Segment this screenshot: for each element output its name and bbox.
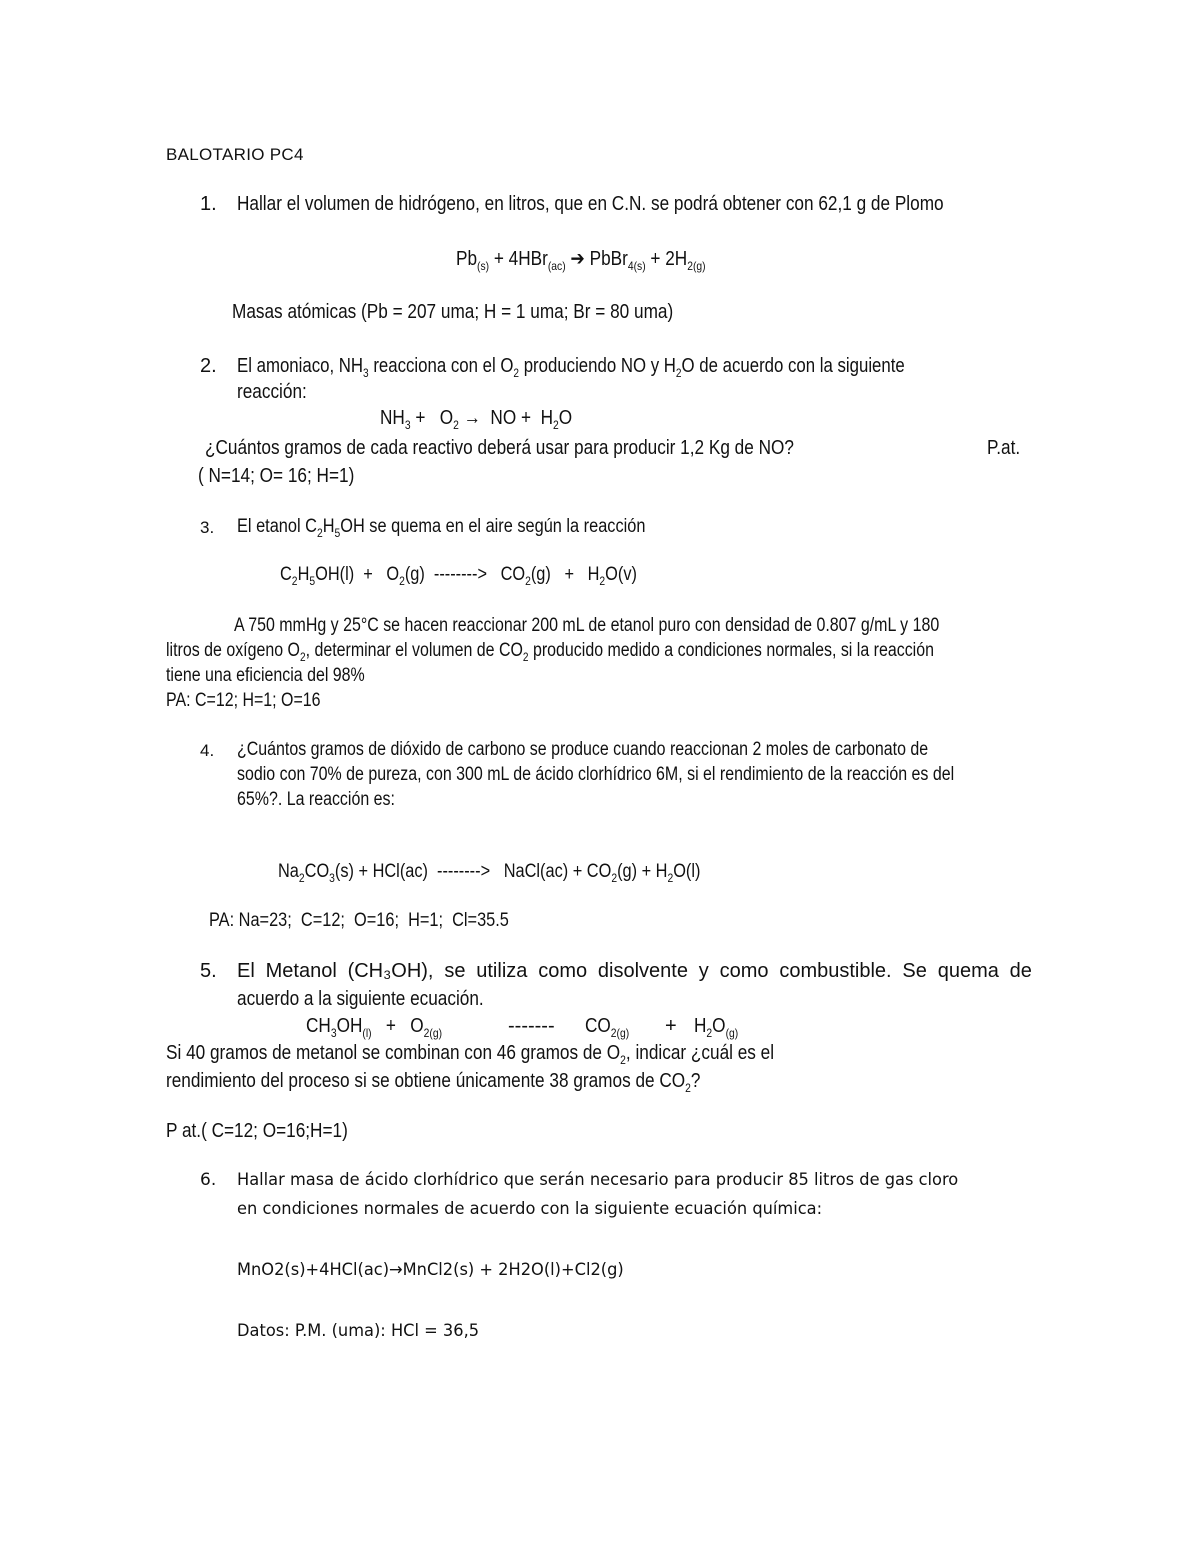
question-3-text: El etanol $C_2H_5OH$ se quema en el aire según la reacción [237,516,646,540]
question-4-equation: $Na_2CO_3(s) + HCl(ac)$ --------> NaCl(ac) + $CO_2(g) + H_2O(l)$ [278,861,701,885]
question-5-pat: P at.( C=12; O=16;H=1) [166,1120,348,1142]
question-2-line-2: reacción: [237,381,307,403]
question-3-paragraph-line-2: litros de oxígeno $O_2$, determinar el volumen de $CO_2$ producido medido a condiciones normales, si la reacción [166,640,934,664]
question-5-paragraph-line-2: rendimiento del proceso si se obtiene únicamente 38 gramos de $CO_2$? [166,1070,701,1095]
question-5-equation-left: $CH_3OH_{(l)} + O_{2(g)}$ [306,1015,443,1040]
question-3-equation: $C_2H_5OH(l) + O_2(g)$ --------> $CO_2(g) + H_2O(v)$ [280,564,637,588]
question-3-paragraph-line-1: A 750 mmHg y 25°C se hacen reaccionar 200 mL de etanol puro con densidad de 0.807 g/mL y 180 [234,615,940,636]
question-3-pa: PA: C=12; H=1; O=16 [166,690,321,711]
reaction-arrow-icon: ➔ [565,248,590,270]
question-5-equation-dash: ------- [508,1015,555,1037]
question-1-atomic-masses: Masas atómicas (Pb = 207 uma; H = 1 uma; Br = 80 uma) [232,301,674,323]
question-4-line-1: ¿Cuántos gramos de dióxido de carbono se produce cuando reaccionan 2 moles de carbonato de [237,739,929,760]
document-title: BALOTARIO PC4 [166,145,304,164]
question-2-equation: $NH_3 + O_2$ → NO + $H_2O$ [380,407,573,432]
question-4-pa: PA: Na=23; C=12; O=16; H=1; Cl=35.5 [209,910,509,931]
question-2-pat-label: P.at. [987,437,1021,459]
question-5-line-1: El Metanol (CH₃OH), se utiliza como disolvente y como combustible. Se quema de [237,960,1032,982]
question-6-line-2: en condiciones normales de acuerdo con la siguiente ecuación química: [237,1199,823,1219]
question-5-line-2: acuerdo a la siguiente ecuación. [237,988,484,1010]
question-1-text: Hallar el volumen de hidrógeno, en litros, que en C.N. se podrá obtener con 62,1 g de Plomo [237,193,944,215]
question-3-paragraph-line-3: tiene una eficiencia del 98% [166,665,365,686]
question-number-6: 6. [200,1170,217,1190]
question-6-equation: MnO2(s)+4HCl(ac)→MnCl2(s) + 2H2O(l)+Cl2(g) [237,1260,624,1280]
question-4-line-3: 65%?. La reacción es: [237,789,395,810]
question-number-4: 4. [200,741,215,760]
question-1-equation: $Pb_{(s)} + 4HBr_{(ac)}$ ➔ PbBr$_{4(s)}$ + $2H_{2(g)}$ [456,248,706,273]
question-number-3: 3. [200,518,215,537]
question-4-line-2: sodio con 70% de pureza, con 300 mL de ácido clorhídrico 6M, si el rendimiento de la reacción es del [237,764,955,785]
question-5-equation-plus: + [665,1015,677,1037]
question-5-equation-co2: $CO_{2(g)}$ [585,1015,630,1040]
question-2-pat-values: ( N=14; O= 16; H=1) [198,465,355,487]
question-5-paragraph-line-1: Si 40 gramos de metanol se combinan con 46 gramos de $O_2$, indicar ¿cuál es el [166,1042,775,1067]
question-6-datos: Datos: P.M. (uma): HCl = 36,5 [237,1321,480,1341]
question-5-equation-h2o: $H_2O_{(g)}$ [694,1015,739,1040]
question-2-question: ¿Cuántos gramos de cada reactivo deberá usar para producir 1,2 Kg de NO? [205,437,794,459]
question-6-line-1: Hallar masa de ácido clorhídrico que serán necesario para producir 85 litros de gas cloro [237,1170,959,1190]
question-number-2: 2. [200,355,217,377]
question-number-5: 5. [200,960,217,982]
question-number-1: 1. [200,193,217,215]
question-2-line-1: El amoniaco, $NH_3$ reacciona con el $O_2$ produciendo NO y $H_2O$ de acuerdo con la siguiente [237,355,905,380]
